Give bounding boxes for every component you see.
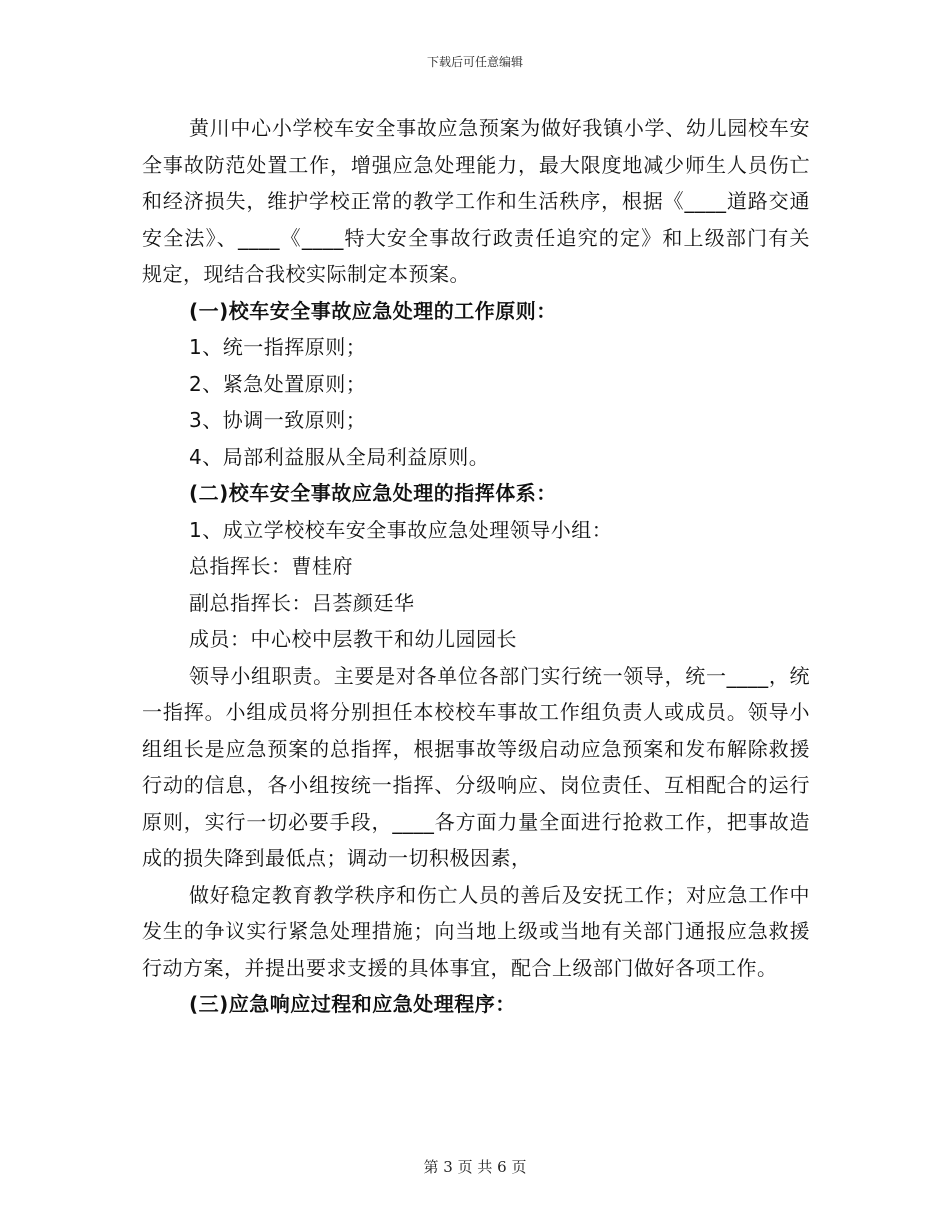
page-number: 第 3 页 共 6 页 [423, 1158, 527, 1176]
principle-item-2: 2、紧急处置原则； [189, 371, 367, 396]
principle-item-3: 3、协调一致原则； [189, 408, 367, 432]
duties-paragraph: 领导小组职责。主要是对各单位各部门实行统一领导，统一____，统一指挥。小组成员将分别担任本校校车事故工作组负责人或成员。领导小组组长是应急预案的总指挥，根据事故等级启动应急预案和发布解除救援行动的信息，各小组按统一指挥、分级响应、岗位责任、互相配合的运行原则，实行一切必要手段，____各方面力量全面进行抢救工作，把事故造成的损失降到最低点；调动一切积极因素， [142, 663, 810, 870]
section-3-title: (三)应急响应过程和应急处理程序： [189, 992, 516, 1016]
document-body [142, 110, 810, 1023]
principle-item-1: 1、统一指挥原则； [189, 335, 367, 359]
intro-paragraph: 黄川中心小学校车安全事故应急预案为做好我镇小学、幼儿园校车安全事故防范处置工作，增强应急处理能力，最大限度地减少师生人员伤亡和经济损失，维护学校正常的教学工作和生活秩序，根据《____道路交通安全法》、____《____特大安全事故行政责任追究的定》和上级部门有关规定，现结合我校实际制定本预案。 [142, 116, 810, 286]
deputy-commander-line: 副总指挥长：吕荟颜廷华 [189, 590, 415, 615]
leadership-group-item: 1、成立学校校车安全事故应急处理领导小组： [189, 517, 613, 542]
aftercare-paragraph: 做好稳定教育教学秩序和伤亡人员的善后及安抚工作；对应急工作中发生的争议实行紧急处理措施；向当地上级或当地有关部门通报应急救援行动方案，并提出要求支援的具体事宜，配合上级部门做好各项工作。 [142, 882, 810, 980]
section-1-title: (一)校车安全事故应急处理的工作原则： [189, 298, 557, 323]
chief-commander-line: 总指挥长：曹桂府 [189, 554, 353, 578]
members-line: 成员：中心校中层教干和幼儿园园长 [189, 627, 517, 651]
principle-item-4: 4、局部利益服从全局利益原则。 [189, 444, 490, 469]
section-2-title: (二)校车安全事故应急处理的指挥体系： [189, 481, 557, 505]
page-header-note: 下载后可任意编辑 [426, 55, 523, 69]
